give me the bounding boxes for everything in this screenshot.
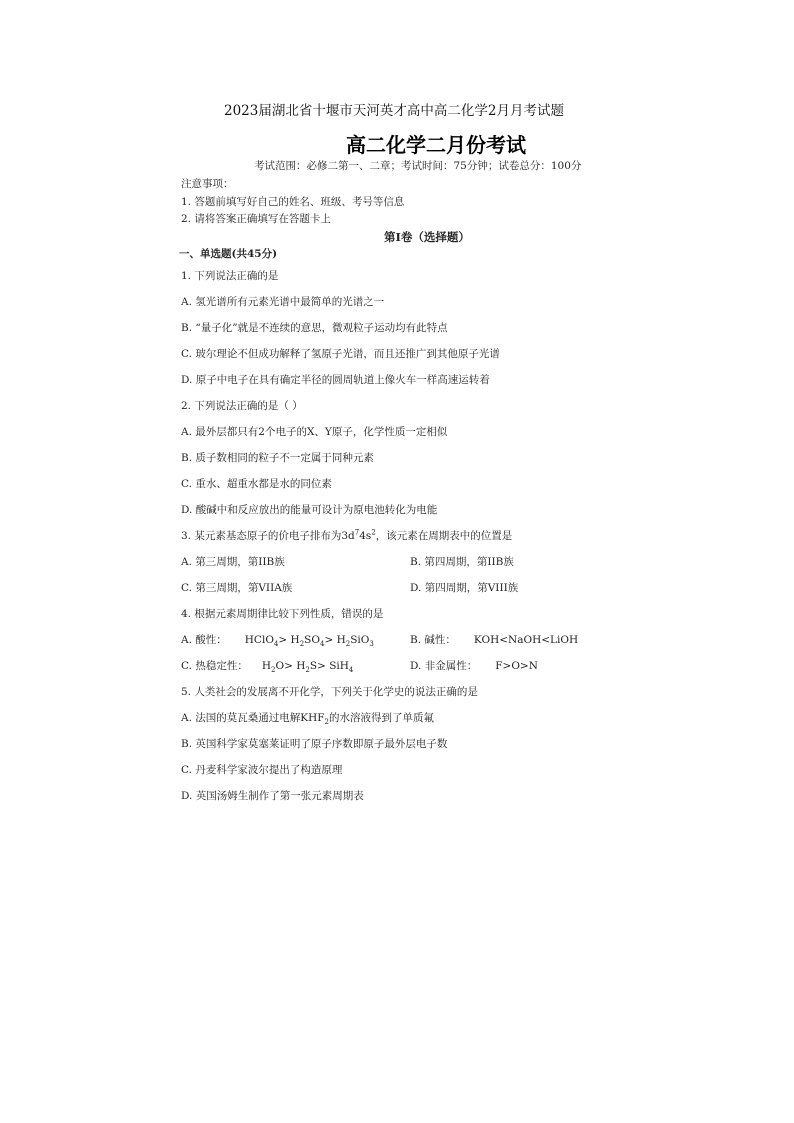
option-text: 的水溶液得到了单质氟 bbox=[329, 712, 435, 724]
subscript: 2 bbox=[324, 718, 330, 727]
formula: S> SiH bbox=[309, 660, 349, 672]
question-stem: 5. 人类社会的发展离不开化学，下列关于化学史的说法正确的是 bbox=[181, 686, 478, 698]
question-option: C. 玻尔理论不但成功解释了氢原子光谱，而且还推广到其他原子光谱 bbox=[181, 348, 500, 360]
stem-text: 4s bbox=[359, 530, 372, 542]
question-stem: 4. 根据元素周期律比较下列性质，错误的是 bbox=[181, 608, 384, 620]
subscript: 2 bbox=[305, 666, 310, 675]
notice-item: 1. 答题前填写好自己的姓名、班级、考号等信息 bbox=[181, 196, 405, 208]
formula: SO bbox=[304, 634, 320, 646]
option-label: A. 酸性： bbox=[181, 634, 227, 646]
question-stem bbox=[181, 528, 512, 543]
question-option: B. “量子化”就是不连续的意思，微观粒子运动均有此特点 bbox=[181, 322, 448, 334]
section-heading: 一、单选题(共45分) bbox=[179, 248, 278, 260]
subscript: 4 bbox=[348, 666, 354, 675]
option-text: A. 法国的莫瓦桑通过电解KHF bbox=[181, 712, 325, 724]
document-header-title: 2023届湖北省十堰市天河英才高中高二化学2月月考试题 bbox=[224, 103, 564, 119]
superscript: 7 bbox=[354, 528, 360, 537]
formula: HClO bbox=[244, 634, 274, 646]
option-label: D. 非金属性： bbox=[410, 660, 478, 672]
question-option bbox=[181, 632, 374, 648]
question-stem: 1. 下列说法正确的是 bbox=[181, 270, 279, 282]
question-option bbox=[410, 632, 578, 647]
volume-title: 第Ⅰ卷（选择题） bbox=[384, 230, 470, 244]
question-option: C. 重水、超重水都是水的同位素 bbox=[181, 478, 332, 490]
question-option: D. 原子中电子在具有确定半径的圆周轨道上像火车一样高速运转着 bbox=[181, 374, 490, 386]
subscript: 2 bbox=[299, 640, 305, 649]
question-option: A. 氢光谱所有元素光谱中最简单的光谱之一 bbox=[181, 296, 385, 308]
exam-scope-info: 考试范围：必修二第一、二章；考试时间：75分钟；试卷总分：100分 bbox=[254, 160, 582, 172]
question-option: C. 丹麦科学家波尔提出了构造原理 bbox=[181, 764, 343, 776]
formula: KOH<NaOH<LiOH bbox=[473, 634, 579, 646]
subscript: 2 bbox=[345, 640, 351, 649]
subscript: 3 bbox=[369, 640, 374, 649]
question-option: A. 第三周期，第IIB族 bbox=[181, 556, 285, 568]
question-option: D. 英国汤姆生制作了第一张元素周期表 bbox=[181, 790, 364, 802]
question-option bbox=[181, 658, 353, 674]
formula: > H bbox=[324, 634, 346, 646]
question-option bbox=[181, 710, 434, 726]
notice-item: 2. 请将答案正确填写在答题卡上 bbox=[181, 213, 331, 225]
subscript: 4 bbox=[273, 640, 279, 649]
formula: O> H bbox=[275, 660, 306, 672]
formula: SiO bbox=[350, 634, 370, 646]
question-option: C. 第三周期，第VIIA族 bbox=[181, 582, 293, 594]
question-stem: 2. 下列说法正确的是（ ） bbox=[181, 400, 303, 412]
exam-title: 高二化学二月份考试 bbox=[346, 133, 526, 157]
notice-heading: 注意事项： bbox=[181, 178, 234, 190]
question-option: B. 质子数相同的粒子不一定属于同种元素 bbox=[181, 452, 374, 464]
stem-text: 3. 某元素基态原子的价电子排布为3d bbox=[181, 530, 355, 542]
option-label: C. 热稳定性： bbox=[181, 660, 248, 672]
superscript: 2 bbox=[371, 528, 376, 537]
formula: F>O>N bbox=[495, 660, 538, 672]
formula: > H bbox=[278, 634, 300, 646]
question-option bbox=[410, 658, 538, 673]
question-option: B. 英国科学家莫塞莱证明了原子序数即原子最外层电子数 bbox=[181, 738, 448, 750]
formula: H bbox=[261, 660, 272, 672]
option-label: B. 碱性： bbox=[410, 634, 456, 646]
question-option: D. 第四周期，第VIII族 bbox=[410, 582, 519, 594]
subscript: 4 bbox=[319, 640, 325, 649]
question-option: B. 第四周期，第IIB族 bbox=[410, 556, 514, 568]
question-option: A. 最外层都只有2个电子的X、Y原子，化学性质一定相似 bbox=[181, 426, 448, 438]
stem-text: ，该元素在周期表中的位置是 bbox=[375, 530, 513, 542]
subscript: 2 bbox=[271, 666, 276, 675]
question-option: D. 酸碱中和反应放出的能量可设计为原电池转化为电能 bbox=[181, 504, 438, 516]
